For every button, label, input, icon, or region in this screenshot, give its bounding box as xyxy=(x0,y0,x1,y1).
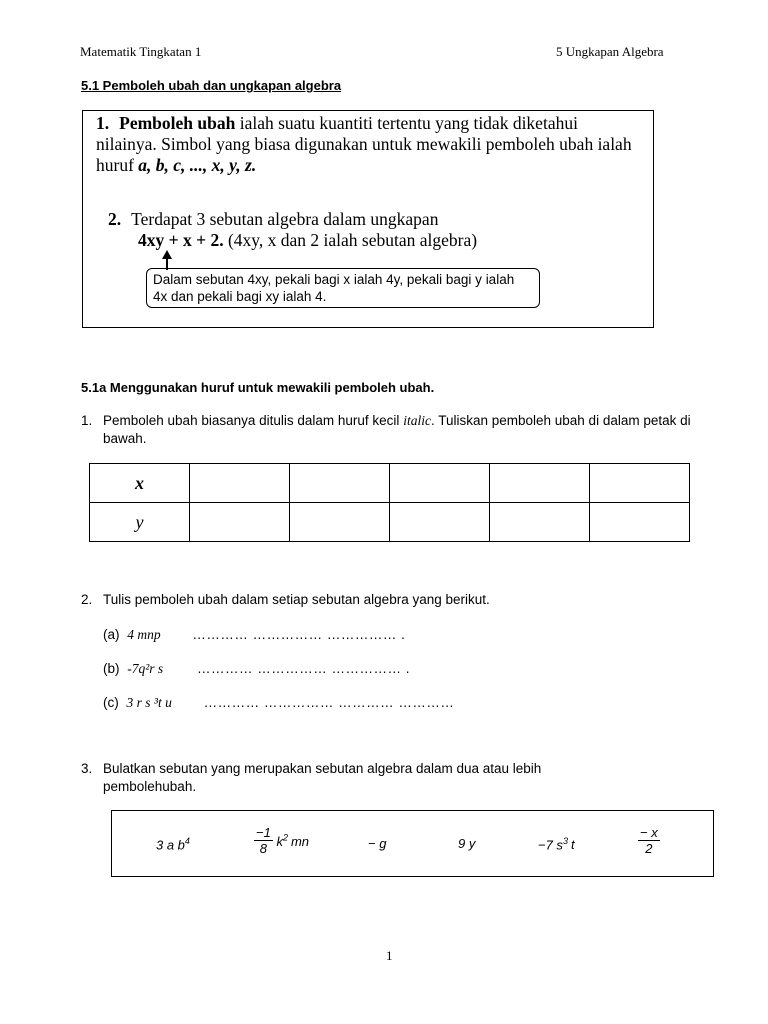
q2-answer-dots[interactable]: ………… …………… …………… . xyxy=(196,661,410,676)
term-1[interactable] xyxy=(156,836,190,852)
q2-item-label: (c) xyxy=(103,695,119,710)
q2-item-b xyxy=(103,661,410,677)
info-item-2-number: 2. xyxy=(108,209,122,229)
q1-number: 1. xyxy=(81,413,93,428)
answer-cell[interactable] xyxy=(190,503,290,542)
answer-cell[interactable] xyxy=(390,464,490,503)
answer-cell[interactable] xyxy=(590,464,690,503)
answer-cell[interactable] xyxy=(190,464,290,503)
term-2-exp: 2 xyxy=(282,832,288,843)
row-label-y: y xyxy=(90,503,190,542)
term-5-exp: 3 xyxy=(562,836,568,846)
row-label-x: x xyxy=(90,464,190,503)
q1-italic-word: italic xyxy=(403,413,431,428)
q2-answer-dots[interactable]: ………… …………… …………… . xyxy=(192,627,406,642)
term-5-tail: t xyxy=(570,837,575,853)
q1-text-before: Pemboleh ubah biasanya ditulis dalam huruf kecil xyxy=(103,413,400,428)
answer-cell[interactable] xyxy=(490,464,590,503)
subsection-title: 5.1a Menggunakan huruf untuk mewakili pemboleh ubah. xyxy=(81,380,435,395)
q2-answer-dots[interactable]: ………… …………… ………… ………… xyxy=(203,695,455,710)
section-title: 5.1 Pemboleh ubah dan ungkapan algebra xyxy=(81,78,342,93)
info-item-1 xyxy=(96,113,636,176)
term-1-exp: 4 xyxy=(184,836,190,846)
q2-item-c xyxy=(103,695,454,711)
term-2-numerator: −1 xyxy=(256,825,271,840)
q2-item-term: -7q²r s xyxy=(127,661,164,676)
header-left: Matematik Tingkatan 1 xyxy=(80,44,202,59)
info-item-2 xyxy=(108,209,633,251)
info-item-1-letters: a, b, c, ..., x, y, z. xyxy=(138,155,257,175)
terms-box xyxy=(111,810,714,877)
info-item-2-expr: 4xy + x + 2. xyxy=(138,230,224,250)
answer-cell[interactable] xyxy=(590,503,690,542)
callout-box: Dalam sebutan 4xy, pekali bagi x ialah 4y, pekali bagi y ialah 4x dan pekali bagi xy ialah 4. xyxy=(146,268,540,308)
q1-text xyxy=(103,412,693,448)
term-5-base: −7 s xyxy=(538,837,563,853)
info-item-2-line1: Terdapat 3 sebutan algebra dalam ungkapan xyxy=(131,209,439,229)
header-right: 5 Ungkapan Algebra xyxy=(556,44,664,59)
term-2-fraction xyxy=(254,825,273,856)
q2-item-label: (b) xyxy=(103,661,120,676)
term-5[interactable] xyxy=(538,836,575,852)
answer-cell[interactable] xyxy=(290,503,390,542)
term-6[interactable] xyxy=(638,825,660,856)
term-6-fraction xyxy=(638,825,660,856)
answer-cell[interactable] xyxy=(490,503,590,542)
term-6-denominator: 2 xyxy=(645,841,653,856)
table-row xyxy=(90,464,690,503)
q2-item-a xyxy=(103,627,405,643)
term-1-base: 3 a b xyxy=(156,837,185,853)
term-3[interactable]: − g xyxy=(368,836,387,851)
q2-item-term: 4 mnp xyxy=(127,627,161,642)
answer-cell[interactable] xyxy=(290,464,390,503)
page-number: 1 xyxy=(386,948,393,963)
term-2-tail: mn xyxy=(290,833,310,849)
term-2[interactable] xyxy=(254,825,309,856)
info-item-2-paren: (4xy, x dan 2 ialah sebutan algebra) xyxy=(227,230,478,250)
term-2-denominator: 8 xyxy=(259,841,268,856)
table-row xyxy=(90,503,690,542)
q1-text-after: . Tuliskan pemboleh ubah di dalam petak di bawah. xyxy=(103,413,691,446)
info-item-1-number: 1. xyxy=(96,113,110,133)
term-4[interactable]: 9 y xyxy=(458,836,476,851)
q2-number: 2. xyxy=(81,592,93,607)
q2-text: Tulis pemboleh ubah dalam setiap sebutan algebra yang berikut. xyxy=(103,592,490,607)
term-2-k: k xyxy=(276,833,283,849)
answer-cell[interactable] xyxy=(390,503,490,542)
q3-number: 3. xyxy=(81,761,93,776)
variables-table xyxy=(89,463,690,542)
q2-item-term: 3 r s ³t u xyxy=(126,695,172,710)
info-item-1-bold: Pemboleh ubah xyxy=(119,113,236,133)
info-item-1-text: ialah suatu kuantiti tertentu yang tidak diketahui nilainya. Simbol yang biasa digunakan untuk mewakili pemboleh ubah ialah huruf xyxy=(96,113,632,175)
q2-item-label: (a) xyxy=(103,627,120,642)
q3-text: Bulatkan sebutan yang merupakan sebutan algebra dalam dua atau lebih pembolehubah. xyxy=(103,761,542,794)
term-6-numerator: − x xyxy=(640,825,658,840)
